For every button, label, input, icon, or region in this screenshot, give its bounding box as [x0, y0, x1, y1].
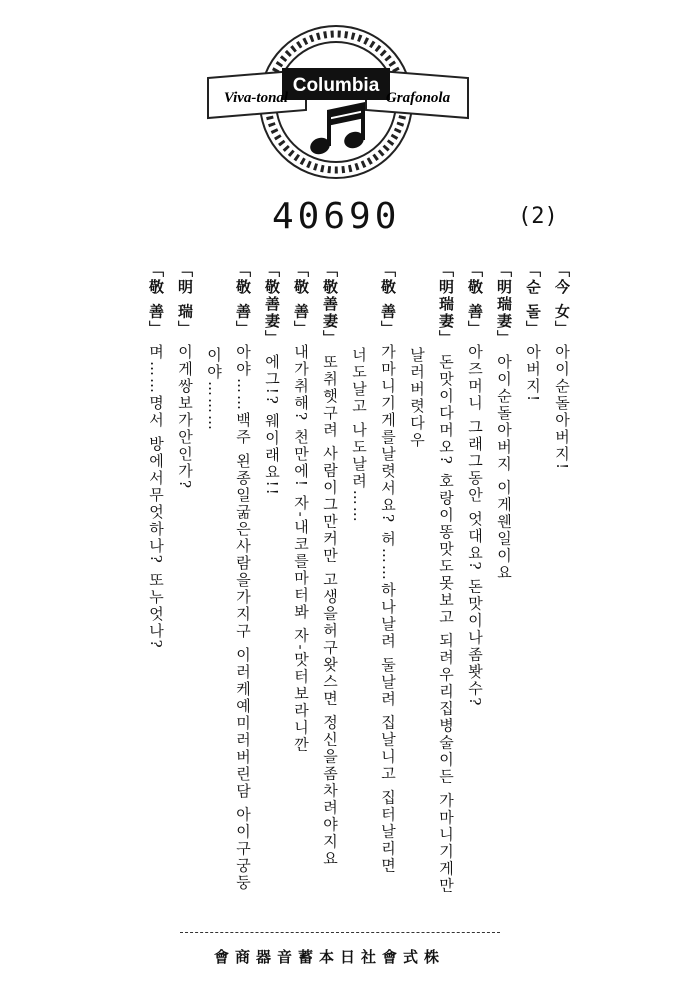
logo-brand: Columbia: [292, 75, 380, 96]
dialogue-text: 아야……백주 왼종일굶은사람을가지구 이러케예미러버린담 아이구궁둥: [234, 344, 252, 892]
footer-divider: [180, 932, 500, 933]
record-number: 40690: [272, 196, 401, 237]
dialogue-text: 며……명서 방에서무엇하나? 또누엇나?: [147, 344, 165, 650]
speaker-label: 「敬 善」: [147, 262, 165, 338]
speaker-label: 「明 瑞」: [176, 262, 194, 338]
script-line: [547, 262, 576, 912]
script-line: [170, 262, 199, 912]
speaker-label: 「敬善妻」: [321, 262, 339, 347]
script-line: [257, 262, 286, 912]
script-line: [141, 262, 170, 912]
script-line: [402, 262, 431, 912]
dialogue-text: 내가취해? 천만에! 자-내코를마터봐 자-맛터보라니깐: [292, 344, 310, 754]
script-line: [344, 262, 373, 912]
logo-right-text: Grafonola: [385, 90, 451, 106]
dialogue-text: 에그!? 웨이래요!!: [263, 353, 281, 497]
dialogue-text: 또취햇구려 사람이그만커만 고생을허구왓스면 정신을좀차려야지요: [321, 353, 339, 868]
speaker-label: 「敬善妻」: [263, 262, 281, 347]
script-line: [489, 262, 518, 912]
script-line: [431, 262, 460, 912]
dialogue-text: 날러버렷다우: [408, 347, 426, 449]
script-line: [199, 262, 228, 912]
script-line: [228, 262, 257, 912]
dialogue-text: 이야………: [205, 347, 223, 432]
speaker-label: 「明瑞妻」: [437, 262, 455, 347]
dialogue-text: 이게쌍보가안인가?: [176, 344, 194, 491]
speaker-label: 「순 돌」: [524, 262, 542, 338]
speaker-label: 「敬 善」: [466, 262, 484, 338]
script-line: [315, 262, 344, 912]
dialogue-text: 돈맛이다머오? 호랑이똥맛도못보고 되려우리집병술이든 가마니기게만: [437, 353, 455, 895]
dialogue-text: 너도날고 나도날려……: [350, 347, 368, 524]
logo-left-text: Viva-tonal: [223, 90, 289, 106]
script-line: [518, 262, 547, 912]
dialogue-text: 아즈머니 그래그동안 엇대요? 돈맛이나좀봣수?: [466, 344, 484, 708]
speaker-label: 「敬 善」: [234, 262, 252, 338]
page-number: (2): [518, 204, 558, 229]
speaker-label: 「敬 善」: [379, 262, 397, 338]
dialogue-text: 가마니기게를날렷서요? 허……하나날려 둘날려 집날니고 집터날리면: [379, 344, 397, 875]
speaker-label: 「明瑞妻」: [495, 262, 513, 347]
script-line: [373, 262, 402, 912]
script-body: [141, 262, 576, 912]
speaker-label: 「敬 善」: [292, 262, 310, 338]
speaker-label: 「今 女」: [553, 262, 571, 338]
publisher-name: 會商器音蓄本日社會式株: [214, 948, 446, 966]
dialogue-text: 아버지!: [524, 344, 542, 404]
script-line: [460, 262, 489, 912]
dialogue-text: 아이순돌아버지 이게웬일이요: [495, 353, 513, 582]
dialogue-text: 아이순돌아버지!: [553, 344, 571, 472]
columbia-logo: [186, 22, 486, 202]
script-line: [286, 262, 315, 912]
